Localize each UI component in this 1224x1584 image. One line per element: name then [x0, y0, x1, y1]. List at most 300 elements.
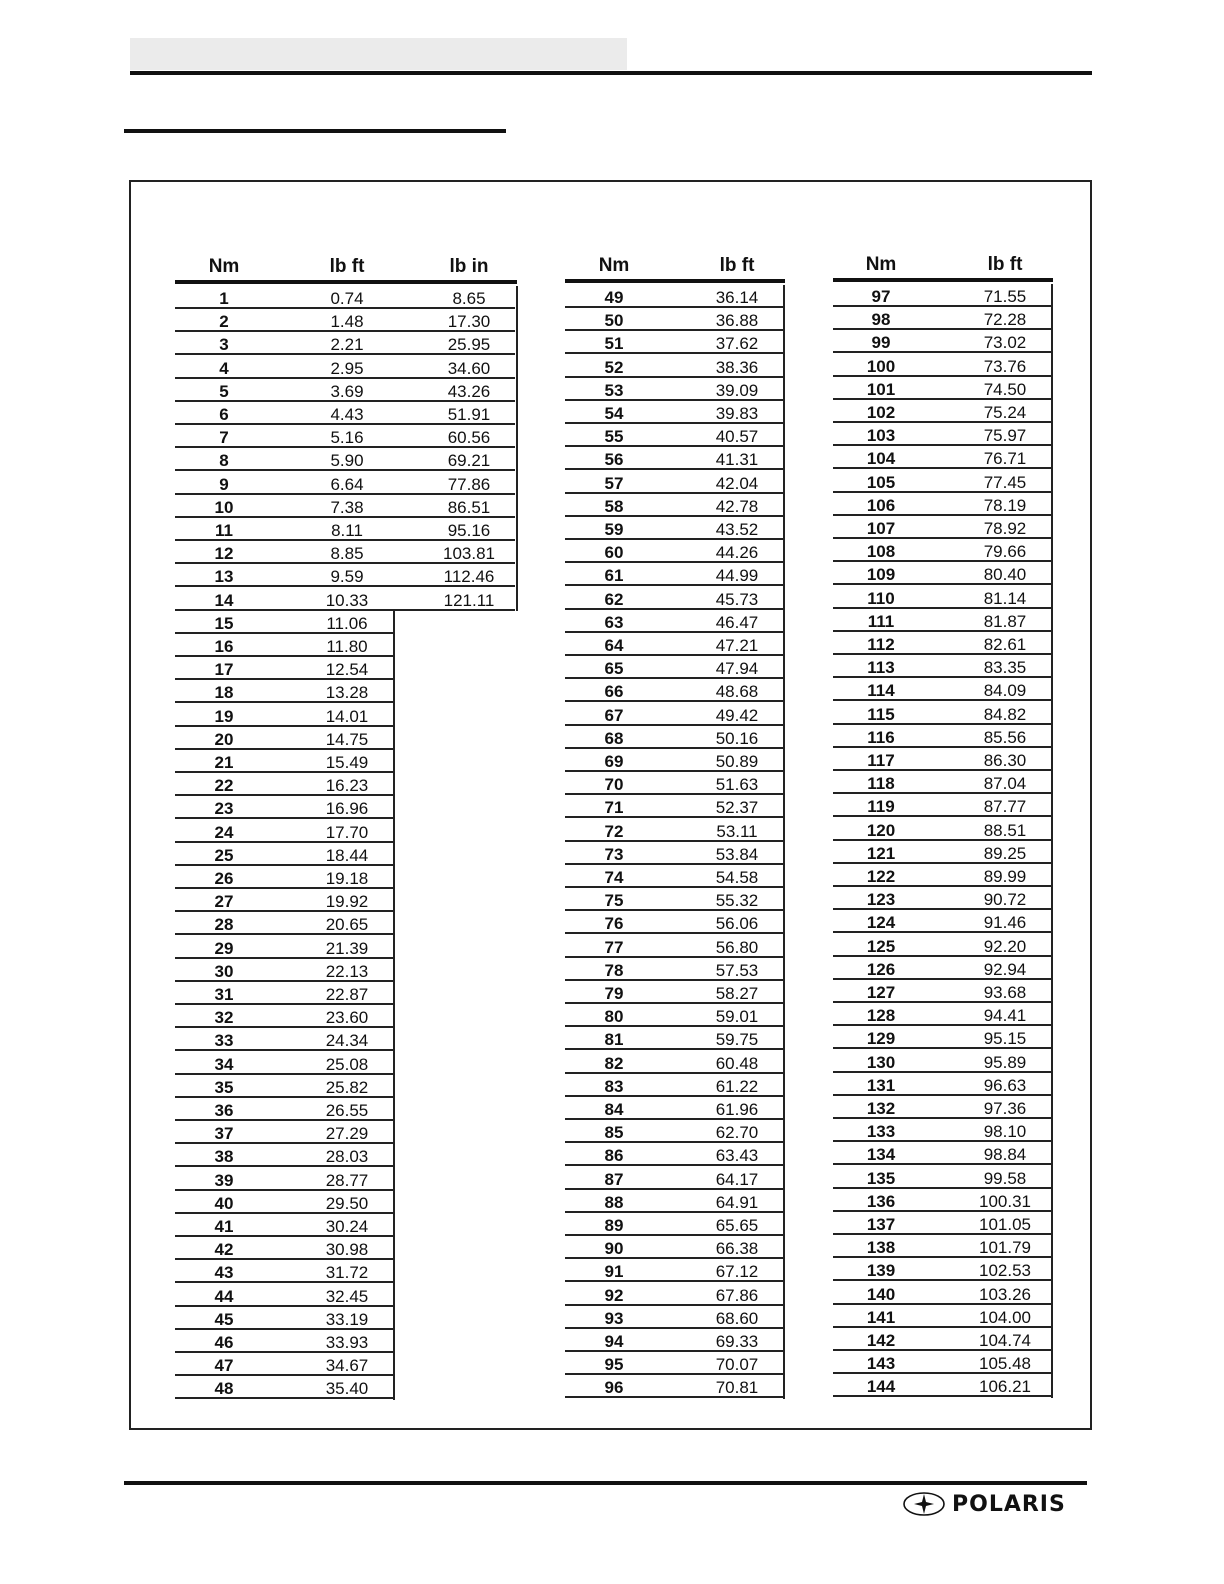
nm-value: 94	[604, 1332, 624, 1351]
lbft-value: 53.11	[716, 821, 758, 841]
lbft-value: 82.61	[983, 635, 1027, 654]
nm-value: 110	[867, 588, 895, 608]
table-row	[175, 959, 393, 982]
lbft-value: 79.66	[983, 542, 1027, 562]
nm-value: 136	[866, 1191, 896, 1211]
polaris-logo	[902, 1488, 1066, 1520]
lbft-value: 51.63	[715, 775, 759, 795]
table-row	[833, 980, 1051, 1003]
table-row	[565, 1190, 783, 1213]
table-row	[565, 749, 783, 772]
nm-value: 52	[604, 357, 624, 377]
nm-value: 54	[604, 404, 624, 423]
table-row	[565, 447, 783, 470]
nm-value: 12	[214, 544, 234, 564]
nm-value: 31	[214, 985, 234, 1004]
lbft-value: 47.94	[715, 659, 759, 679]
nm-value: 48	[214, 1379, 234, 1399]
lbft-value: 73.76	[983, 356, 1027, 376]
lbft-value: 53.84	[715, 844, 759, 864]
nm-value: 18	[214, 683, 234, 703]
lbin-value: 25.95	[447, 335, 491, 355]
lbin-value: 51.91	[447, 405, 491, 424]
table-row	[565, 1027, 783, 1050]
lbft-value: 94.41	[983, 1006, 1027, 1026]
table-row	[833, 1142, 1051, 1165]
table-row	[565, 540, 783, 563]
table-row	[175, 843, 393, 866]
table-row	[175, 588, 515, 611]
nm-value: 111	[867, 611, 895, 631]
table-row	[565, 703, 783, 726]
lbft-value: 102.53	[979, 1261, 1031, 1281]
lbft-value: 71.55	[983, 287, 1027, 306]
table-row	[833, 493, 1051, 516]
table-row	[175, 448, 515, 471]
lbft-value: 17.70	[325, 822, 369, 842]
nm-value: 21	[214, 753, 234, 772]
table-row	[565, 1329, 783, 1352]
table-row	[565, 1097, 783, 1120]
lbin-value: 17.30	[447, 312, 491, 332]
lbft-value: 64.91	[715, 1192, 759, 1212]
nm-value: 134	[866, 1145, 896, 1165]
table-row	[175, 1144, 393, 1167]
table-row	[565, 587, 783, 610]
lbft-value: 31.72	[325, 1263, 369, 1283]
table-row	[175, 356, 515, 379]
table-row	[175, 1121, 393, 1144]
lbft-value: 25.82	[325, 1077, 369, 1097]
column-header: lb ft	[719, 255, 755, 276]
table-row	[833, 910, 1051, 933]
nm-value: 86	[604, 1146, 624, 1166]
nm-value: 129	[866, 1029, 896, 1049]
nm-value: 60	[604, 543, 624, 563]
nm-value: 16	[214, 637, 234, 656]
lbft-value: 59.01	[715, 1007, 759, 1027]
nm-value: 59	[604, 520, 624, 539]
table-row	[833, 400, 1051, 423]
lbft-value: 44.99	[715, 566, 759, 586]
lbft-value: 5.16	[330, 428, 364, 448]
lbft-value: 75.97	[983, 426, 1027, 446]
lbft-value: 26.55	[325, 1101, 369, 1120]
lbft-value: 87.77	[983, 797, 1027, 817]
nm-value: 97	[871, 287, 891, 306]
table-row	[565, 1213, 783, 1236]
lbft-value: 104.74	[979, 1331, 1031, 1350]
lbft-value: 89.99	[983, 867, 1027, 886]
lbft-value: 50.16	[715, 728, 759, 748]
lbft-value: 78.92	[983, 519, 1027, 538]
table-row	[833, 539, 1051, 562]
table-row	[833, 1212, 1051, 1235]
nm-value: 19	[214, 706, 234, 726]
table-row	[565, 285, 783, 308]
table-row	[175, 1005, 393, 1028]
table-row	[565, 494, 783, 517]
table-row	[565, 772, 783, 795]
lbft-value: 3.69	[330, 381, 364, 401]
header-bar	[130, 38, 627, 70]
table-row	[565, 795, 783, 818]
nm-value: 127	[866, 983, 896, 1002]
table-row	[175, 1330, 393, 1353]
nm-value: 63	[604, 612, 624, 632]
nm-value: 9	[219, 474, 229, 494]
lbft-value: 5.90	[330, 451, 364, 471]
nm-value: 117	[867, 751, 895, 770]
table-row	[565, 1259, 783, 1282]
nm-value: 68	[604, 728, 624, 748]
nm-value: 114	[867, 681, 895, 701]
table-row	[565, 378, 783, 401]
table-row	[565, 633, 783, 656]
lbft-value: 66.38	[715, 1239, 759, 1259]
nm-value: 120	[866, 820, 896, 840]
nm-value: 2	[219, 312, 229, 332]
nm-value: 104	[866, 449, 896, 469]
lbft-value: 19.18	[325, 869, 369, 888]
column-header: Nm	[598, 255, 630, 276]
lbft-value: 80.40	[983, 565, 1027, 585]
nm-value: 67	[604, 705, 624, 725]
lbft-value: 7.38	[330, 497, 364, 517]
lbft-value: 29.50	[325, 1193, 369, 1213]
nm-value: 118	[867, 774, 895, 794]
nm-value: 88	[604, 1192, 624, 1212]
lbft-value: 34.67	[325, 1356, 369, 1376]
table-row	[833, 771, 1051, 794]
table-row	[175, 309, 515, 332]
lbft-value: 20.65	[325, 915, 369, 935]
nm-value: 29	[214, 938, 234, 958]
lbft-value: 65.65	[715, 1216, 759, 1235]
column-divider	[516, 286, 518, 611]
nm-value: 55	[604, 427, 624, 447]
nm-value: 14	[214, 590, 234, 610]
nm-value: 74	[604, 868, 624, 887]
table-row	[565, 911, 783, 934]
lbft-value: 22.13	[325, 961, 369, 981]
lbft-value: 81.87	[983, 611, 1027, 631]
nm-value: 35	[214, 1077, 234, 1097]
table-row	[833, 423, 1051, 446]
table-row	[175, 750, 393, 773]
table-row	[175, 1284, 393, 1307]
lbin-value: 77.86	[447, 474, 491, 494]
lbft-value: 54.58	[715, 868, 759, 887]
nm-value: 32	[214, 1008, 234, 1028]
lbft-value: 11.80	[326, 637, 368, 656]
lbft-value: 27.29	[325, 1124, 369, 1144]
lbft-value: 61.96	[715, 1100, 759, 1119]
table-row	[565, 308, 783, 331]
lbft-value: 33.19	[325, 1309, 369, 1329]
table-row	[565, 1167, 783, 1190]
table-row	[833, 1119, 1051, 1142]
lbft-value: 90.72	[983, 890, 1027, 910]
lbft-value: 39.83	[715, 404, 759, 423]
table-row	[833, 1351, 1051, 1374]
lbft-value: 15.49	[325, 753, 369, 772]
table-row	[565, 401, 783, 424]
nm-value: 30	[214, 961, 234, 981]
table-row	[175, 425, 515, 448]
table-row	[565, 935, 783, 958]
nm-value: 122	[866, 867, 896, 886]
table-row	[833, 1305, 1051, 1328]
table-row	[833, 1282, 1051, 1305]
table-row	[833, 1096, 1051, 1119]
table-row	[565, 1051, 783, 1074]
lbin-value: 69.21	[447, 451, 491, 471]
nm-value: 142	[866, 1331, 896, 1350]
lbft-value: 97.36	[983, 1099, 1027, 1118]
lbft-value: 41.31	[715, 450, 759, 470]
nm-value: 47	[214, 1356, 234, 1376]
nm-value: 77	[604, 937, 624, 957]
nm-value: 95	[604, 1355, 624, 1375]
lbft-value: 63.43	[715, 1146, 759, 1166]
lbft-value: 60.48	[715, 1053, 759, 1073]
lbft-value: 33.93	[325, 1333, 369, 1352]
lbft-value: 56.06	[715, 914, 759, 934]
table-row	[565, 865, 783, 888]
table-row	[565, 563, 783, 586]
nm-value: 58	[604, 496, 624, 516]
table-row	[565, 331, 783, 354]
nm-value: 28	[214, 915, 234, 935]
lbft-value: 32.45	[325, 1286, 369, 1306]
lbft-value: 2.21	[330, 335, 364, 355]
table-row	[833, 377, 1051, 400]
lbft-value: 14.75	[325, 729, 369, 749]
nm-value: 50	[604, 311, 624, 331]
nm-value: 98	[871, 310, 891, 330]
star-compass-icon	[902, 1491, 946, 1517]
nm-value: 130	[866, 1052, 896, 1072]
lbft-value: 13.28	[325, 683, 369, 703]
header-underline	[175, 280, 517, 284]
lbft-value: 64.17	[715, 1169, 759, 1189]
table-row	[175, 866, 393, 889]
lbft-value: 62.70	[715, 1123, 759, 1143]
table-row	[833, 1328, 1051, 1351]
lbft-value: 101.05	[979, 1215, 1031, 1234]
lbft-value: 87.04	[983, 774, 1027, 794]
lbin-value: 43.26	[447, 381, 491, 401]
nm-value: 3	[219, 335, 229, 355]
nm-value: 62	[604, 589, 624, 609]
lbin-value: 103.81	[443, 544, 495, 564]
nm-value: 93	[604, 1308, 624, 1328]
lbft-value: 59.75	[715, 1030, 759, 1050]
table-row	[833, 934, 1051, 957]
nm-value: 66	[604, 682, 624, 702]
table-row	[833, 1235, 1051, 1258]
table-row	[175, 1353, 393, 1376]
table-row	[175, 1191, 393, 1214]
nm-value: 8	[219, 451, 229, 471]
nm-value: 11	[215, 521, 233, 540]
nm-value: 131	[866, 1075, 896, 1095]
lbft-value: 4.43	[330, 405, 364, 424]
nm-value: 125	[866, 936, 896, 956]
table-row	[833, 446, 1051, 469]
lbft-value: 10.33	[325, 590, 369, 610]
nm-value: 33	[214, 1031, 234, 1051]
logo-text: POLARIS	[952, 1491, 1066, 1517]
nm-value: 99	[871, 333, 891, 353]
lbft-value: 95.89	[983, 1052, 1027, 1072]
nm-value: 126	[866, 959, 896, 979]
table-row	[175, 704, 393, 727]
column-divider	[393, 611, 395, 1400]
table-row	[833, 818, 1051, 841]
nm-value: 4	[219, 358, 229, 378]
lbft-value: 72.28	[983, 310, 1027, 330]
lbft-value: 84.82	[983, 704, 1027, 724]
table-row	[175, 680, 393, 703]
lbft-value: 22.87	[325, 985, 369, 1004]
nm-value: 87	[604, 1169, 624, 1189]
table-row	[833, 748, 1051, 771]
lbft-value: 36.88	[715, 311, 759, 331]
lbft-value: 56.80	[715, 937, 759, 957]
table-row	[175, 1168, 393, 1191]
lbft-value: 45.73	[715, 589, 759, 609]
nm-value: 13	[214, 567, 234, 587]
nm-value: 71	[604, 798, 624, 818]
column-header: lb in	[449, 256, 489, 277]
lbft-value: 91.46	[983, 913, 1027, 933]
table-row	[565, 679, 783, 702]
lbft-value: 52.37	[715, 798, 759, 818]
table-row	[565, 958, 783, 981]
lbft-value: 12.54	[325, 660, 369, 680]
table-row	[175, 912, 393, 935]
nm-value: 144	[866, 1377, 896, 1397]
lbft-value: 103.26	[979, 1284, 1031, 1304]
nm-value: 108	[866, 542, 896, 562]
nm-value: 1	[219, 289, 229, 308]
table-row	[175, 1052, 393, 1075]
nm-value: 137	[866, 1215, 896, 1234]
lbft-value: 28.77	[325, 1170, 369, 1190]
nm-value: 38	[214, 1147, 234, 1167]
table-row	[175, 286, 515, 309]
nm-value: 70	[604, 775, 624, 795]
nm-value: 57	[604, 473, 624, 493]
lbft-value: 25.08	[325, 1054, 369, 1074]
nm-value: 51	[604, 334, 624, 354]
nm-value: 121	[866, 843, 896, 863]
table-row	[175, 564, 515, 587]
lbin-value: 60.56	[447, 428, 491, 448]
table-row	[833, 1258, 1051, 1281]
nm-value: 64	[604, 636, 624, 655]
nm-value: 76	[604, 914, 624, 934]
lbft-value: 23.60	[325, 1008, 369, 1028]
lbft-value: 58.27	[715, 984, 759, 1003]
column-divider	[1051, 284, 1053, 1398]
lbin-value: 8.65	[452, 289, 486, 308]
table-row	[833, 1026, 1051, 1049]
table-row	[833, 632, 1051, 655]
lbft-value: 81.14	[983, 588, 1027, 608]
nm-value: 75	[604, 891, 624, 911]
nm-value: 45	[214, 1309, 234, 1329]
table-row	[175, 611, 393, 634]
table-row	[175, 982, 393, 1005]
lbft-value: 99.58	[983, 1168, 1027, 1188]
table-row	[175, 773, 393, 796]
lbft-value: 88.51	[983, 820, 1027, 840]
nm-value: 78	[604, 960, 624, 980]
table-row	[833, 1374, 1051, 1397]
nm-value: 133	[866, 1122, 896, 1142]
nm-value: 105	[866, 472, 896, 492]
lbft-value: 89.25	[983, 843, 1027, 863]
lbft-value: 1.48	[330, 312, 364, 332]
table-row	[565, 842, 783, 865]
header-underline	[833, 278, 1053, 282]
table-row	[175, 332, 515, 355]
nm-value: 44	[214, 1286, 234, 1306]
nm-value: 83	[604, 1076, 624, 1096]
nm-value: 6	[219, 405, 229, 424]
nm-value: 61	[604, 566, 624, 586]
lbft-value: 36.14	[715, 288, 759, 307]
lbft-value: 47.21	[715, 636, 759, 655]
table-row	[175, 936, 393, 959]
table-row	[175, 1237, 393, 1260]
header-underline	[565, 279, 785, 283]
lbft-value: 38.36	[715, 357, 759, 377]
table-row	[175, 889, 393, 912]
lbft-value: 70.07	[715, 1355, 759, 1375]
table-row	[565, 1352, 783, 1375]
nm-value: 37	[214, 1124, 234, 1144]
nm-value: 43	[214, 1263, 234, 1283]
table-row	[175, 820, 393, 843]
lbft-value: 18.44	[325, 845, 369, 865]
nm-value: 100	[866, 356, 896, 376]
table-row	[175, 402, 515, 425]
table-row	[175, 1075, 393, 1098]
lbft-value: 42.78	[715, 496, 759, 516]
lbft-value: 43.52	[715, 520, 759, 539]
nm-value: 92	[604, 1285, 624, 1305]
nm-value: 119	[867, 797, 895, 817]
lbft-value: 11.06	[326, 613, 368, 633]
table-row	[565, 1120, 783, 1143]
section-title-rule	[124, 129, 506, 133]
lbft-value: 84.09	[983, 681, 1027, 701]
lbin-value: 34.60	[447, 358, 491, 378]
table-row	[175, 1260, 393, 1283]
table-row	[833, 725, 1051, 748]
table-row	[833, 1189, 1051, 1212]
nm-value: 116	[867, 727, 895, 747]
nm-value: 138	[866, 1238, 896, 1258]
table-row	[833, 354, 1051, 377]
nm-value: 82	[604, 1053, 624, 1073]
table-row	[565, 1004, 783, 1027]
nm-value: 79	[604, 984, 624, 1003]
